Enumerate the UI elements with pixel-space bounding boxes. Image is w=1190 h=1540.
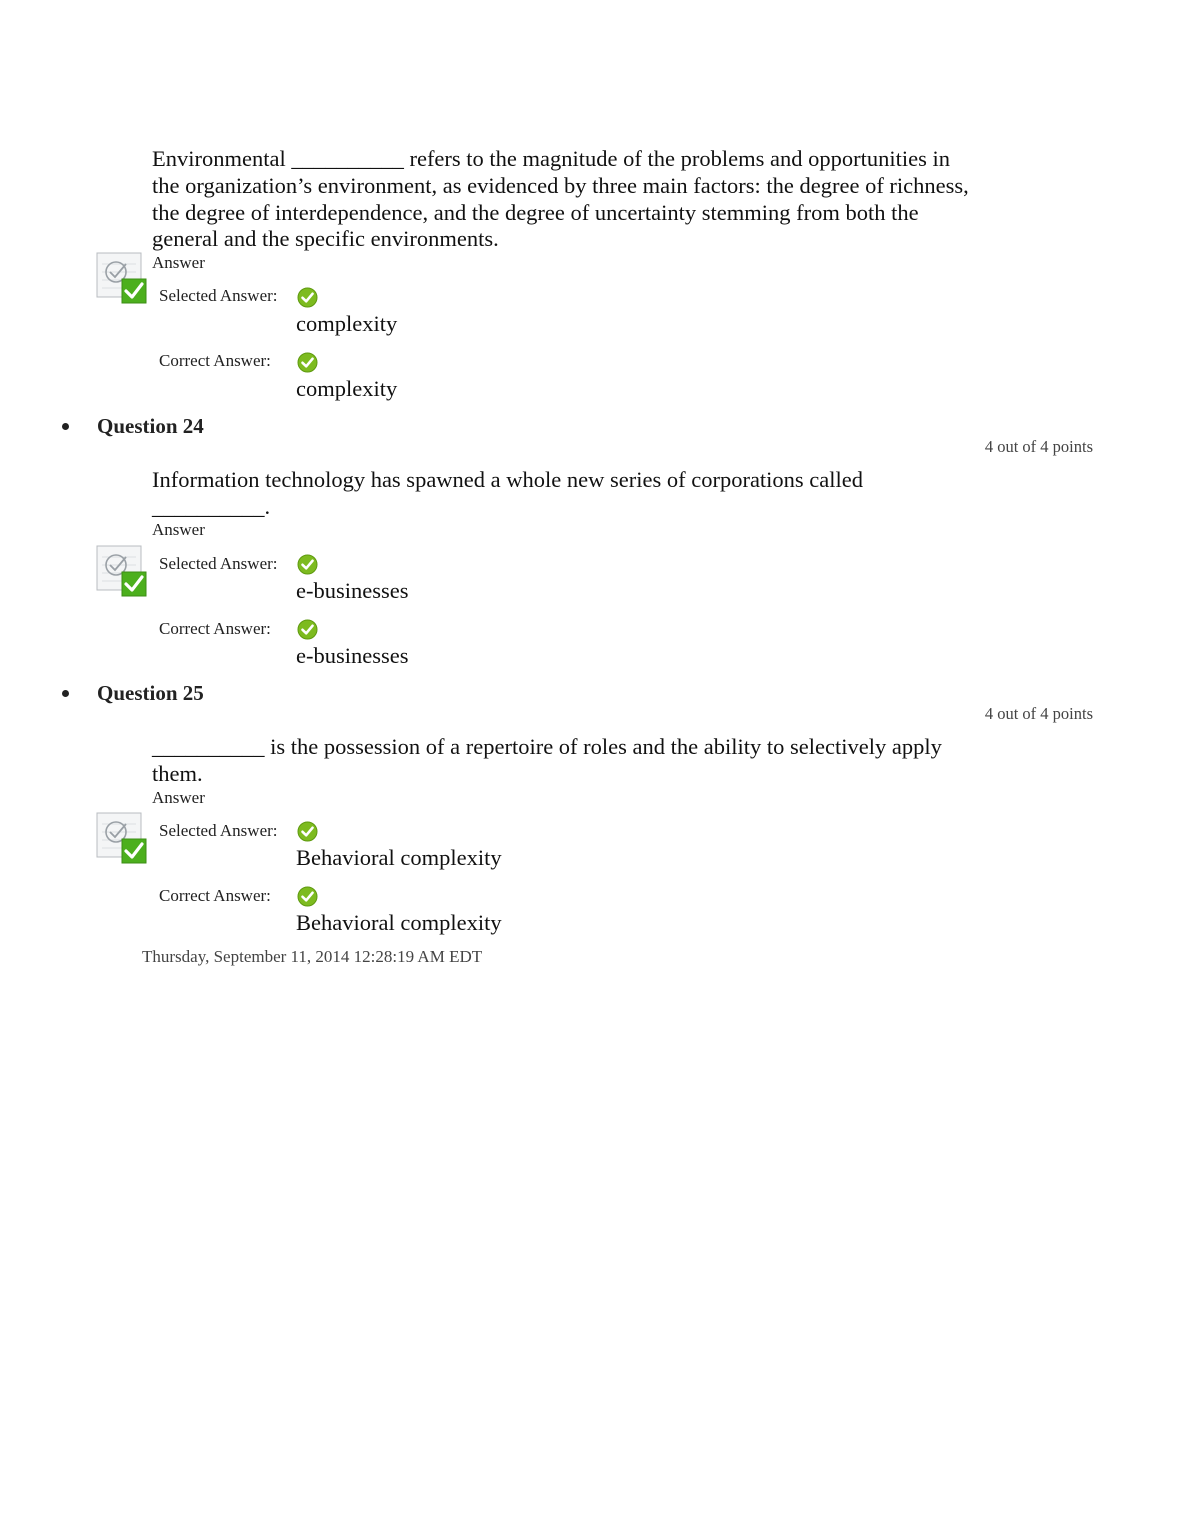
- selected-answer-label: Selected Answer:: [159, 554, 278, 573]
- question-25-points: 4 out of 4 points: [984, 704, 1093, 723]
- correct-answer-label: Correct Answer:: [159, 619, 271, 638]
- question-25-text: __________ is the possession of a repertoire of roles and the ability to selectively apply them.: [152, 734, 942, 786]
- selected-answer-value: complexity: [296, 311, 398, 336]
- check-correct-icon: [297, 352, 318, 373]
- correct-answer-label: Correct Answer:: [159, 351, 271, 370]
- submission-timestamp: Thursday, September 11, 2014 12:28:19 AM EDT: [142, 947, 483, 966]
- correct-answer-value: Behavioral complexity: [296, 910, 502, 935]
- question-24-text: Information technology has spawned a whole new series of corporations called __________.: [152, 467, 864, 519]
- selected-answer-label: Selected Answer:: [159, 286, 278, 305]
- check-correct-icon: [297, 619, 318, 640]
- selected-answer-label: Selected Answer:: [159, 821, 278, 840]
- correct-answer-value: complexity: [296, 376, 398, 401]
- graded-correct-icon: [96, 545, 148, 597]
- question-24-points: 4 out of 4 points: [984, 437, 1093, 456]
- correct-answer-label: Correct Answer:: [159, 886, 271, 905]
- answer-label: Answer: [152, 253, 205, 272]
- question-25-heading: Question 25: [97, 681, 204, 705]
- graded-correct-icon: [96, 812, 148, 864]
- question-23-text: Environmental __________ refers to the magnitude of the problems and opportunities in the organization’s environment, as evidenced by three main factors: the degree of richness, the degree of interdependence, and the degree of uncertainty stemming from both the general and the specific environments.: [152, 146, 969, 252]
- check-correct-icon: [297, 554, 318, 575]
- check-correct-icon: [297, 886, 318, 907]
- question-24-heading: Question 24: [97, 414, 204, 438]
- graded-correct-icon: [96, 252, 148, 304]
- list-bullet: [62, 690, 69, 697]
- correct-answer-value: e-businesses: [296, 643, 409, 668]
- list-bullet: [62, 423, 69, 430]
- selected-answer-value: Behavioral complexity: [296, 845, 502, 870]
- answer-label: Answer: [152, 520, 205, 539]
- selected-answer-value: e-businesses: [296, 578, 409, 603]
- check-correct-icon: [297, 821, 318, 842]
- check-correct-icon: [297, 287, 318, 308]
- answer-label: Answer: [152, 788, 205, 807]
